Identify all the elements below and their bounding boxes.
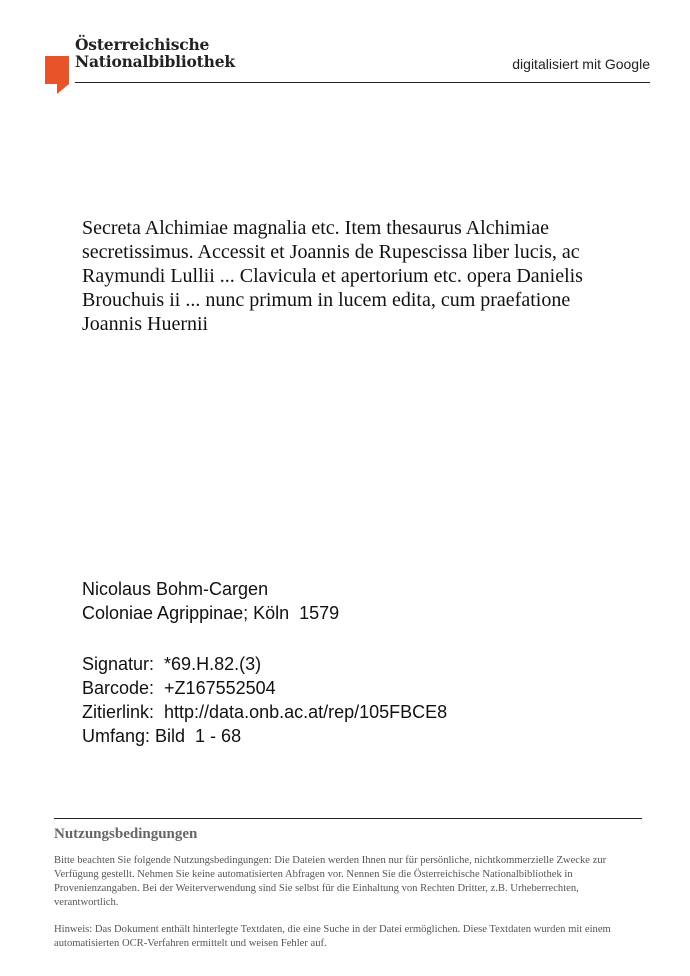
onb-logo-icon bbox=[45, 56, 69, 94]
place-date: Coloniae Agrippinae; Köln 1579 bbox=[82, 603, 340, 623]
digitized-by-google: digitalisiert mit Google bbox=[512, 56, 650, 72]
logo-line-2: Nationalbibliothek bbox=[75, 52, 235, 71]
onb-logo-wordmark bbox=[75, 36, 235, 70]
footer-divider bbox=[54, 818, 642, 819]
terms-paragraph: Bitte beachten Sie folgende Nutzungsbedingungen: Die Dateien werden Ihnen nur für persönliche, nichtkommerzielle Zwecke zur Verfügung gestellt. Nehmen Sie keine automatisierten Abfragen vor. Nennen Sie die Österreichische Nationalbibliothek in Provenienzangaben. Bei der Weiterverwendung sind Sie selbst für die Einhaltung von Rechten Dritter, z.B. Urheberrechten, verantwortlich. bbox=[54, 855, 607, 908]
logo-line-1: Österreichische bbox=[75, 35, 210, 54]
barcode: Barcode: +Z167552504 bbox=[82, 678, 276, 698]
book-title: Secreta Alchimiae magnalia etc. Item thesaurus Alchimiae secretissimus. Accessit et Joannis de Rupescissa liber lucis, ac Raymundi Lullii ... Clavicula et apertorium etc. opera Danielis Brouchuis ii ... nunc primum in lucem edita, cum praefatione Joannis Huernii bbox=[82, 217, 583, 335]
signatur: Signatur: *69.H.82.(3) bbox=[82, 654, 262, 674]
umfang: Umfang: Bild 1 - 68 bbox=[82, 726, 242, 746]
terms-heading: Nutzungsbedingungen bbox=[54, 826, 198, 842]
ocr-notice: Hinweis: Das Dokument enthält hinterlegte Textdaten, die eine Suche in der Datei ermöglichen. Diese Textdaten wurden mit einem automatisierten OCR-Verfahren ermittelt und weisen Fehler auf. bbox=[54, 924, 611, 949]
author: Nicolaus Bohm-Cargen bbox=[82, 579, 269, 599]
zitierlink: Zitierlink: http://data.onb.ac.at/rep/105FBCE8 bbox=[82, 702, 448, 722]
header-divider bbox=[75, 82, 650, 83]
publication-info bbox=[82, 577, 339, 625]
identifiers bbox=[82, 652, 447, 748]
